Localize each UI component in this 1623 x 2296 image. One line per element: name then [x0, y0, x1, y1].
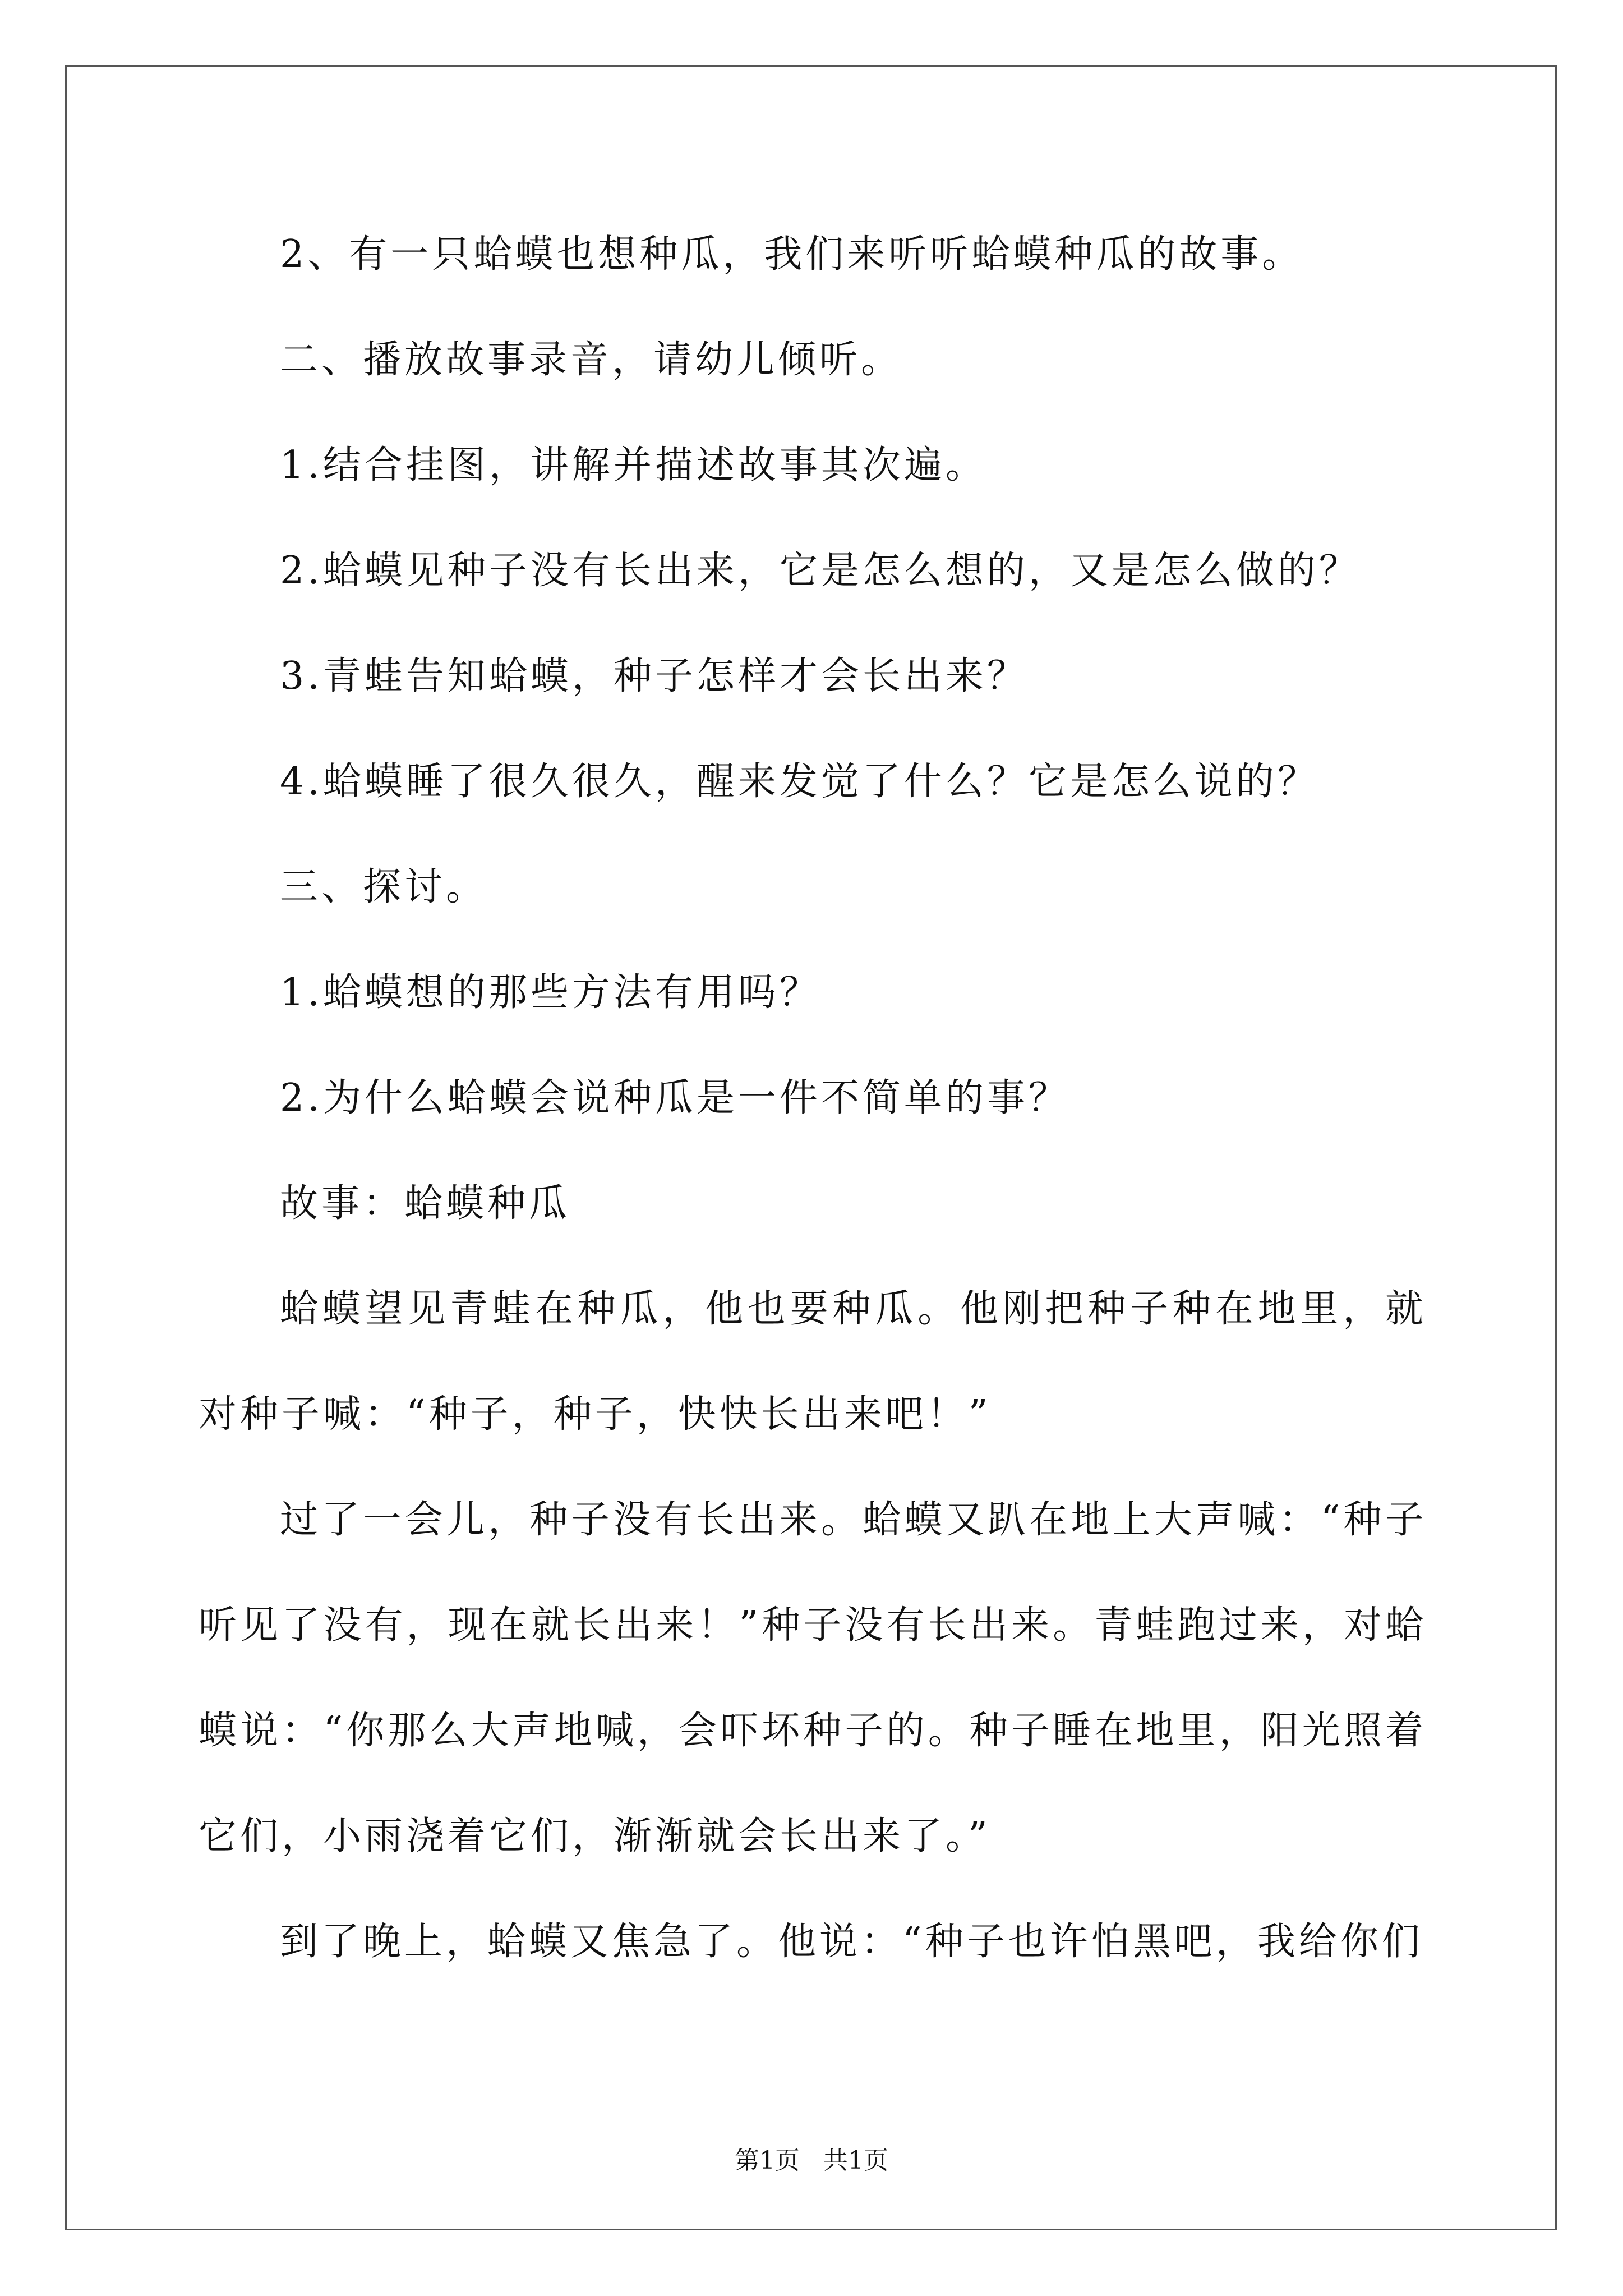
paragraph: 1.蛤蟆想的那些方法有用吗？ [280, 970, 821, 1015]
paragraph: 1.结合挂图，讲解并描述故事其次遍。 [280, 443, 987, 487]
paragraph: 2、有一只蛤蟆也想种瓜，我们来听听蛤蟆种瓜的故事。 [280, 232, 1304, 277]
paragraph: 2.为什么蛤蟆会说种瓜是一件不简单的事？ [280, 1076, 1070, 1120]
paragraph: 3.青蛙告知蛤蟆，种子怎样才会长出来？ [280, 654, 1029, 698]
paragraph: 过了一会儿，种子没有长出来。蛤蟆又趴在地上大声喊：“种子听见了没有，现在就长出来！”种子没有长出来。青蛙跑过来，对蛤蟆说：“你那么大声地喊，会吓坏种子的。种子睡在地里，阳光照着它们，小雨浇着它们，渐渐就会长出来了。” [199, 1498, 1427, 1858]
paragraph: 三、探讨。 [280, 865, 488, 909]
page-footer [0, 2140, 1623, 2176]
page-number: 第1页 [735, 2146, 800, 2175]
paragraph: 2.蛤蟆见种子没有长出来，它是怎么想的，又是怎么做的？ [280, 549, 1361, 593]
paragraph: 到了晚上，蛤蟆又焦急了。他说：“种子也许怕黑吧，我给你们 [280, 1920, 1423, 1964]
story-title: 故事：蛤蟆种瓜 [280, 1181, 571, 1226]
paragraph: 4.蛤蟆睡了很久很久，醒来发觉了什么？它是怎么说的？ [280, 760, 1319, 804]
document-body [199, 202, 1427, 1995]
page-total: 共1页 [823, 2146, 888, 2175]
paragraph: 蛤蟆望见青蛙在种瓜，他也要种瓜。他刚把种子种在地里，就对种子喊：“种子，种子，快快长出来吧！” [199, 1287, 1427, 1437]
paragraph: 二、播放故事录音，请幼儿倾听。 [280, 338, 903, 382]
